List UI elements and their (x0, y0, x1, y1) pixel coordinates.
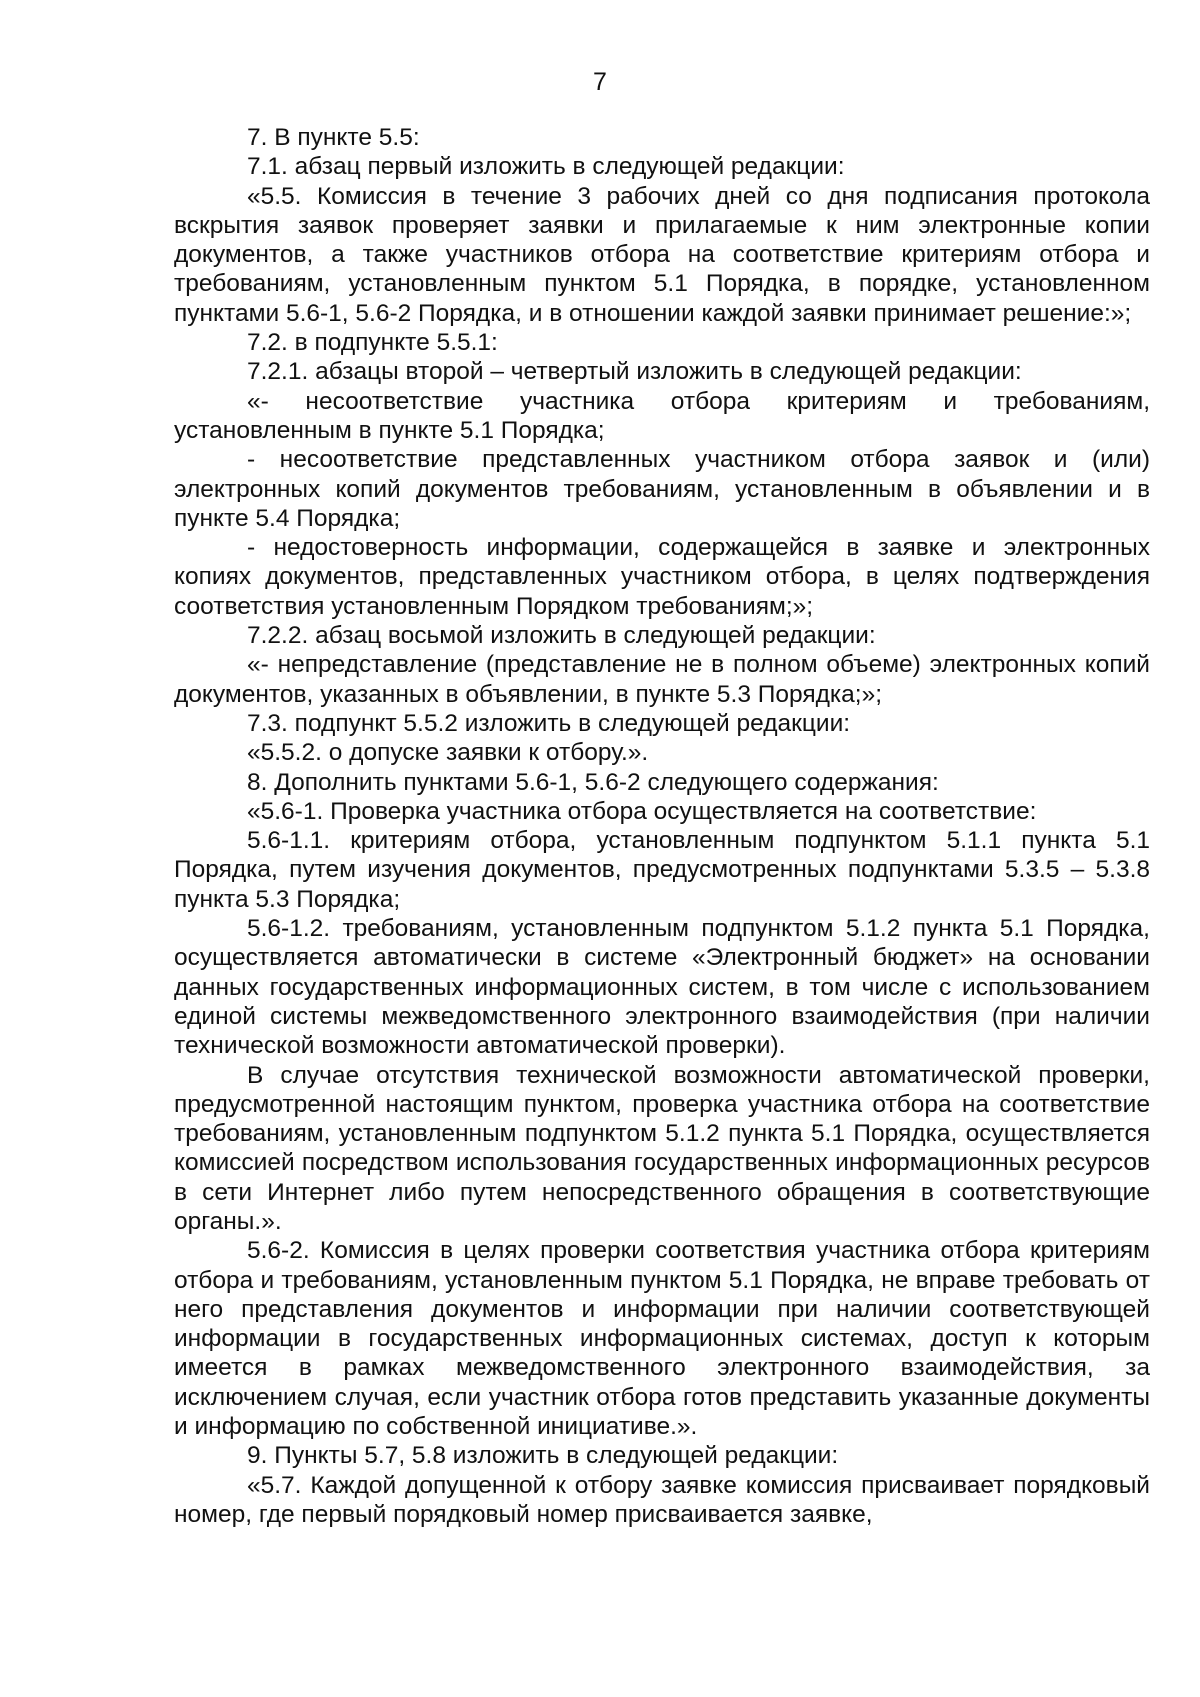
paragraph: «5.5.2. о допуске заявки к отбору.». (247, 739, 649, 767)
document-body (174, 123, 1150, 1529)
paragraph: «5.5. Комиссия в течение 3 рабочих дней со дня подписания протокола вскрытия заявок проверяет заявки и прилагаемые к ним электронные копии документов, а также участников отбора на соответствие критериям отбора и требованиям, установленным пунктом 5.1 Порядка, в порядке, установленном пунктами 5.6-1, 5.6-2 Порядка, и в отношении каждой заявки принимает решение:»; (174, 182, 1150, 327)
paragraph: 7.2.2. абзац восьмой изложить в следующей редакции: (247, 622, 876, 650)
paragraph: - несоответствие представленных участником отбора заявок и (или) электронных копий документов требованиям, установленным в объявлении и в пункте 5.4 Порядка; (174, 446, 1150, 532)
paragraph: «5.6-1. Проверка участника отбора осуществляется на соответствие: (247, 797, 1037, 825)
paragraph: 5.6-1.2. требованиям, установленным подпунктом 5.1.2 пункта 5.1 Порядка, осуществляется автоматически в системе «Электронный бюджет» на основании данных государственных информационных систем, в том числе с использованием единой системы межведомственного электронного взаимодействия (при наличии технической возможности автоматической проверки). (174, 915, 1150, 1060)
paragraph: 5.6-2. Комиссия в целях проверки соответствия участника отбора критериям отбора и требованиям, установленным пунктом 5.1 Порядка, не вправе требовать от него представления документов и информации при наличии соответствующей информации в государственных информационных системах, доступ к которым имеется в рамках межведомственного электронного взаимодействия, за исключением случая, если участник отбора готов представить указанные документы и информацию по собственной инициативе.». (174, 1237, 1150, 1441)
paragraph: - недостоверность информации, содержащейся в заявке и электронных копиях документов, представленных участником отбора, в целях подтверждения соответствия установленным Порядком требованиям;»; (174, 534, 1150, 620)
paragraph: 8. Дополнить пунктами 5.6-1, 5.6-2 следующего содержания: (247, 768, 939, 796)
paragraph: 7.2. в подпункте 5.5.1: (247, 329, 498, 357)
paragraph: 7.3. подпункт 5.5.2 изложить в следующей редакции: (247, 709, 851, 737)
paragraph: «- непредставление (представление не в полном объеме) электронных копий документов, указанных в объявлении, в пункте 5.3 Порядка;»; (174, 651, 1150, 708)
paragraph: 7. В пункте 5.5: (247, 124, 420, 151)
paragraph: 7.1. абзац первый изложить в следующей редакции: (247, 153, 845, 181)
paragraph: «- несоответствие участника отбора критериям и требованиям, установленным в пункте 5.1 Порядка; (174, 387, 1150, 444)
paragraph: 5.6-1.1. критериям отбора, установленным подпунктом 5.1.1 пункта 5.1 Порядка, путем изучения документов, предусмотренных подпунктами 5.3.5 – 5.3.8 пункта 5.3 Порядка; (174, 827, 1150, 913)
paragraph: 9. Пункты 5.7, 5.8 изложить в следующей редакции: (247, 1442, 839, 1470)
paragraph: 7.2.1. абзацы второй – четвертый изложить в следующей редакции: (247, 358, 1022, 386)
paragraph: «5.7. Каждой допущенной к отбору заявке комиссия присваивает порядковый номер, где первый порядковый номер присваивается заявке, (174, 1471, 1150, 1528)
page-number: 7 (593, 68, 607, 96)
paragraph: В случае отсутствия технической возможности автоматической проверки, предусмотренной настоящим пунктом, проверка участника отбора на соответствие требованиям, установленным подпунктом 5.1.2 пункта 5.1 Порядка, осуществляется комиссией посредством использования государственных информационных ресурсов в сети Интернет либо путем непосредственного обращения в соответствующие органы.». (174, 1061, 1150, 1235)
